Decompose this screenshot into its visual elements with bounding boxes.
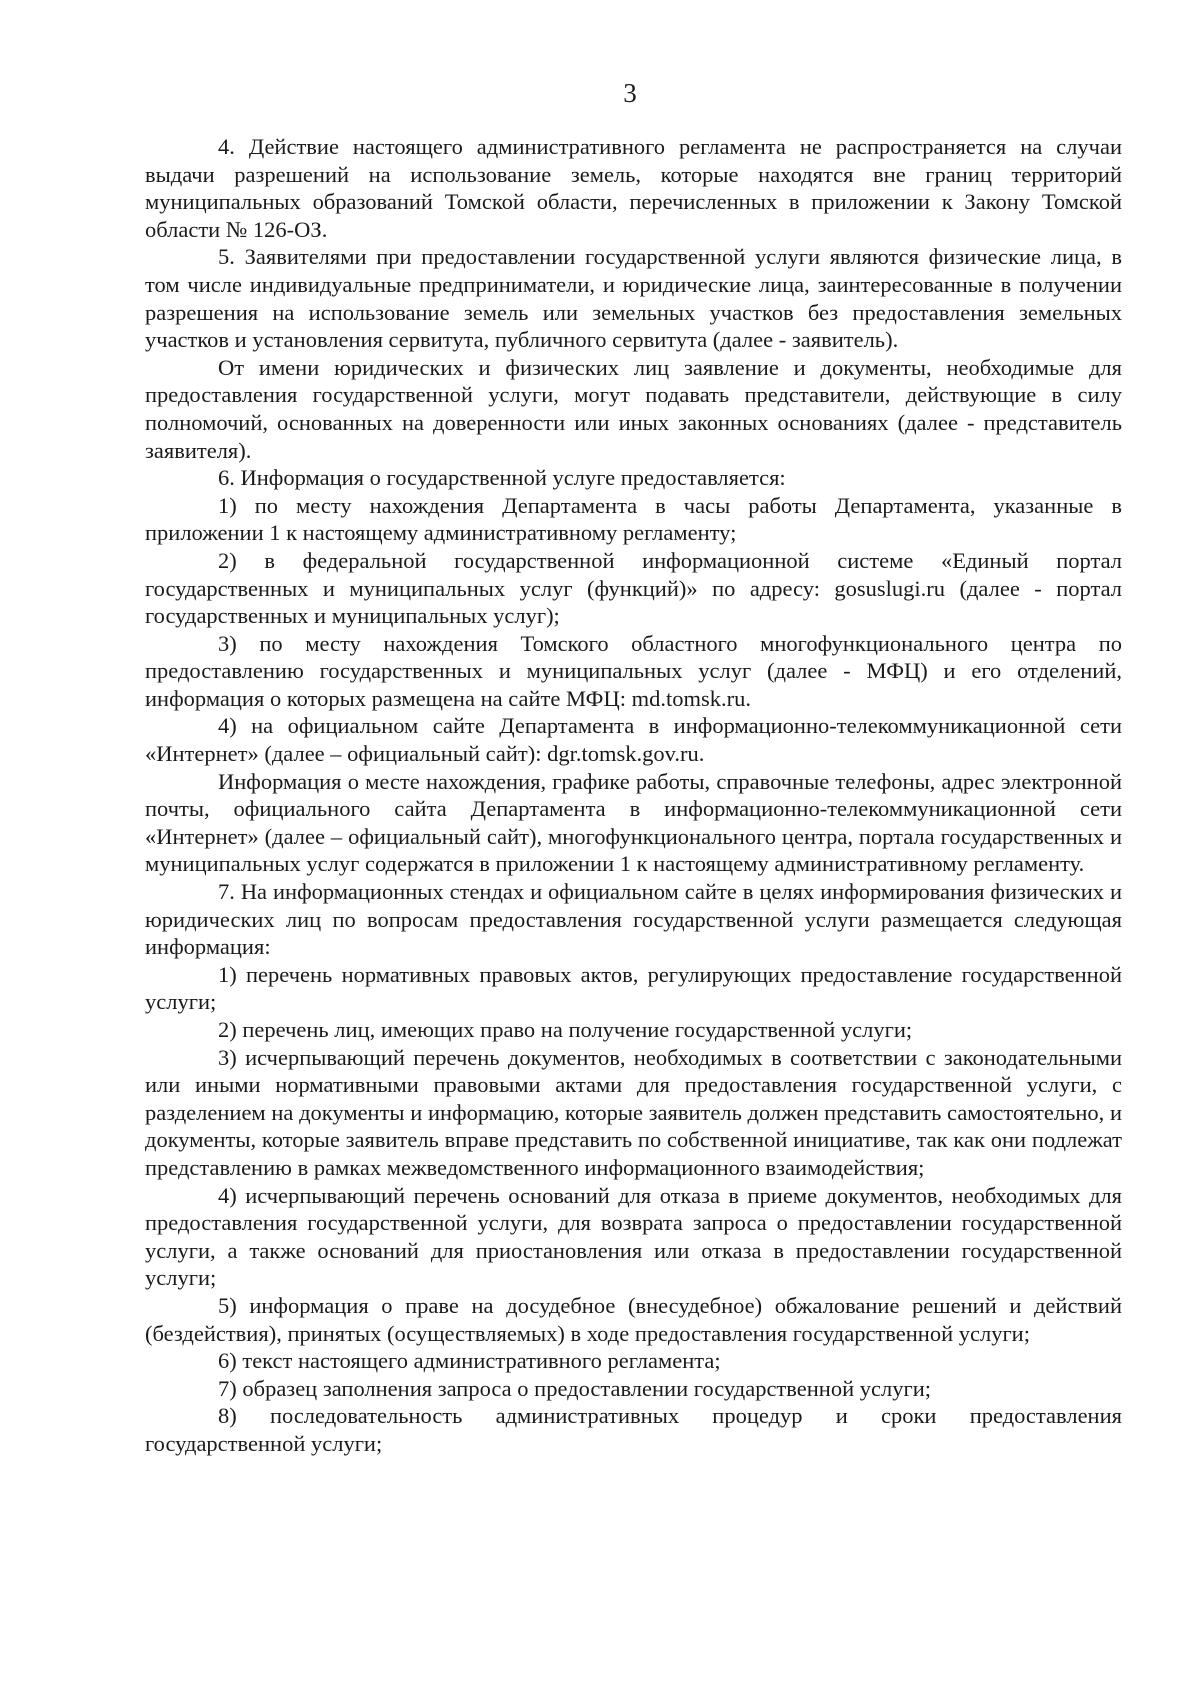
list-item-7-2: 2) перечень лиц, имеющих право на получение государственной услуги;	[218, 1017, 913, 1042]
list-item-7-8: 8) последовательность административных процедур и сроки предоставления государственной услуги;	[145, 1403, 1122, 1456]
list-item-6-1: 1) по месту нахождения Департамента в часы работы Департамента, указанные в приложении 1 к настоящему административному регламенту;	[145, 492, 1122, 546]
list-item-7-7: 7) образец заполнения запроса о предоставлении государственной услуги;	[218, 1375, 931, 1401]
list-item-7-4: 4) исчерпывающий перечень оснований для отказа в приеме документов, необходимых для предоставления государственной услуги, для возврата запроса о предоставлении государственной услуги, а также оснований для приостановления или отказа в предоставлении государственной услуги;	[145, 1182, 1122, 1291]
paragraph-representatives: От имени юридических и физических лиц заявление и документы, необходимые для предоставления государственной услуги, могут подавать представители, действующие в силу полномочий, основанных на доверенности или иных законных основаниях (далее - представитель заявителя).	[145, 354, 1122, 463]
page-number: 3	[623, 78, 637, 108]
paragraph-section-4: 4. Действие настоящего административного регламента не распространяется на случаи выдачи разрешений на использование земель, которые находятся вне границ территорий муниципальных образований Томской области, перечисленных в приложении к Закону Томской области № 126-ОЗ.	[145, 134, 1122, 242]
list-item-7-3: 3) исчерпывающий перечень документов, необходимых в соответствии с законодательными или иными нормативными правовыми актами для предоставления государственной услуги, с разделением на документы и информацию, которые заявитель должен представить самостоятельно, и документы, которые заявитель вправе представить по собственной инициативе, так как они подлежат представлению в рамках межведомственного информационного взаимодействия;	[145, 1044, 1122, 1180]
list-item-7-1: 1) перечень нормативных правовых актов, регулирующих предоставление государственной услуги;	[145, 961, 1122, 1015]
paragraph-section-7: 7. На информационных стендах и официальном сайте в целях информирования физических и юридических лиц по вопросам предоставления государственной услуги размещается следующая информация:	[145, 879, 1122, 960]
list-item-7-6: 6) текст настоящего административного регламента;	[218, 1348, 721, 1374]
list-item-6-4: 4) на официальном сайте Департамента в информационно-телекоммуникационной сети «Интернет» (далее – официальный сайт): dgr.tomsk.gov.ru.	[145, 713, 1122, 767]
list-item-6-3: 3) по месту нахождения Томского областного многофункционального центра по предоставлению государственных и муниципальных услуг (далее - МФЦ) и его отделений, информация о которых размещена на сайте МФЦ: md.tomsk.ru.	[145, 630, 1122, 711]
list-item-7-5: 5) информация о праве на досудебное (внесудебное) обжалование решений и действий (бездействия), принятых (осуществляемых) в ходе предоставления государственной услуги;	[145, 1292, 1122, 1346]
paragraph-section-6: 6. Информация о государственной услуге предоставляется:	[218, 465, 786, 491]
document-body	[145, 133, 1122, 1458]
paragraph-section-5: 5. Заявителями при предоставлении государственной услуги являются физические лица, в том числе индивидуальные предприниматели, и юридические лица, заинтересованные в получении разрешения на использование земель или земельных участков без предоставления земельных участков и установления сервитута, публичного сервитута (далее - заявитель).	[145, 244, 1122, 353]
list-item-6-2: 2) в федеральной государственной информационной системе «Единый портал государственных и муниципальных услуг (функций)» по адресу: gosuslugi.ru (далее - портал государственных и муниципальных услуг);	[145, 547, 1122, 629]
paragraph-contact-info: Информация о месте нахождения, графике работы, справочные телефоны, адрес электронной почты, официального сайта Департамента в информационно-телекоммуникационной сети «Интернет» (далее – официальный сайт), многофункционального центра, портала государственных и муниципальных услуг содержатся в приложении 1 к настоящему административному регламенту.	[145, 768, 1122, 877]
